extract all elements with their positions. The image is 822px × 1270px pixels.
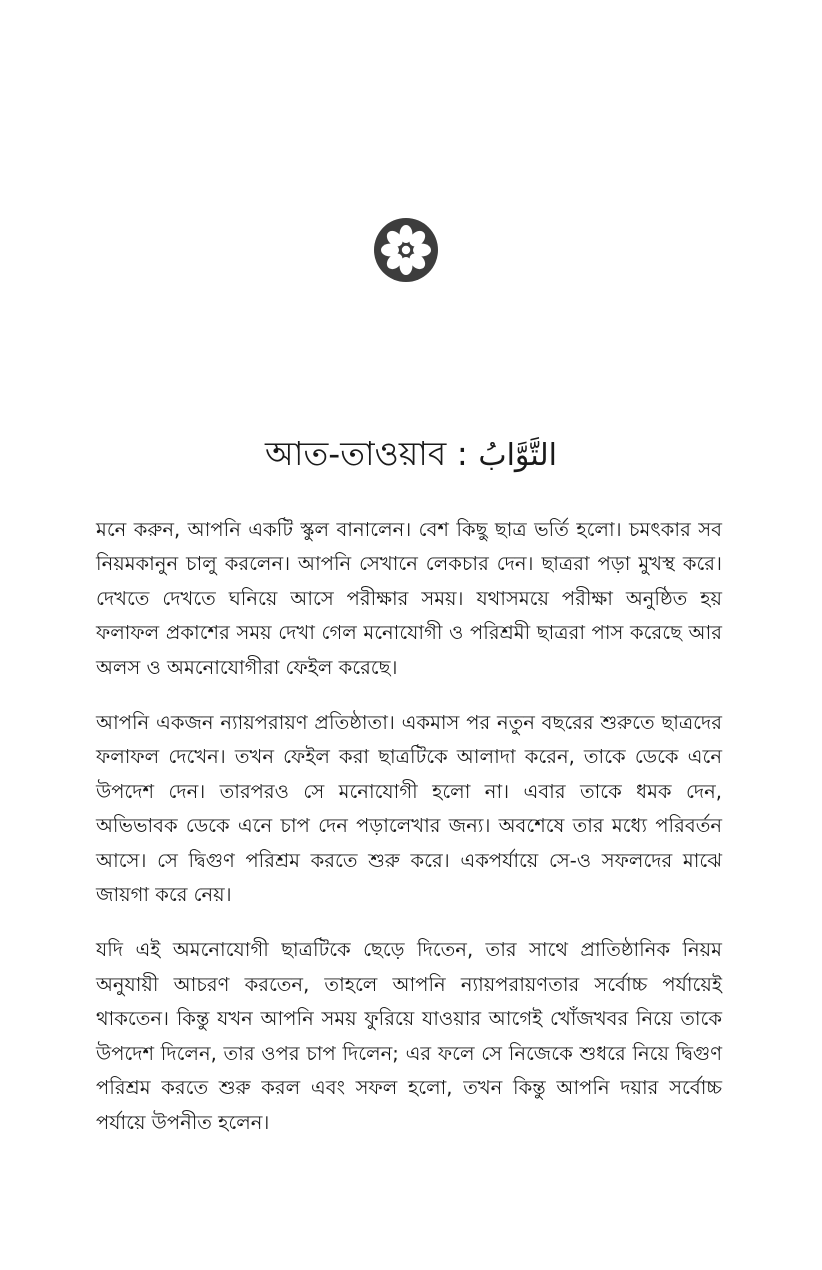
paragraph-3: যদি এই অমনোযোগী ছাত্রটিকে ছেড়ে দিতেন, তার সাথে প্রাতিষ্ঠানিক নিয়ম অনুযায়ী আচরণ করতেন, তাহলে আপনি ন্যায়পরায়ণতার সর্বোচ্চ পর্যায়েই থাকতেন। কিন্তু যখন আপনি সময় ফুরিয়ে যাওয়ার আগেই খোঁজখবর নিয়ে তাকে উপদেশ দিলেন, তার ওপর চাপ দিলেন; এর ফলে সে নিজেকে শুধরে নিয়ে দ্বিগুণ পরিশ্রম করতে শুরু করল এবং সফল হলো, তখন কিন্তু আপনি দয়ার সর্বোচ্চ পর্যায়ে উপনীত হলেন। (96, 938, 722, 1134)
title-arabic: التَّوَّابُ (478, 438, 557, 473)
paragraph-1: মনে করুন, আপনি একটি স্কুল বানালেন। বেশ কিছু ছাত্র ভর্তি হলো। চমৎকার সব নিয়মকানুন চালু করলেন। আপনি সেখানে লেকচার দেন। ছাত্ররা পড়া মুখস্থ করে। দেখতে দেখতে ঘনিয়ে আসে পরীক্ষার সময়। যথাসময়ে পরীক্ষা অনুষ্ঠিত হয় ফলাফল প্রকাশের সময় দেখা গেল মনোযোগী ও পরিশ্রমী ছাত্ররা পাস করেছে আর অলস ও অমনোযোগীরা ফেইল করেছে। (96, 518, 722, 679)
title-separator: : (456, 434, 468, 473)
title-bengali: আত-তাওয়াব (265, 434, 447, 473)
body-text (96, 513, 722, 1161)
paragraph-2: আপনি একজন ন্যায়পরায়ণ প্রতিষ্ঠাতা। একমাস পর নতুন বছরের শুরুতে ছাত্রদের ফলাফল দেখেন। তখন ফেইল করা ছাত্রটিকে আলাদা করেন, তাকে ডেকে এনে উপদেশ দেন। তারপরও সে মনোযোগী হলো না। এবার তাকে ধমক দেন, অভিভাবক ডেকে এনে চাপ দেন পড়ালেখার জন্য। অবশেষে তার মধ্যে পরিবর্তন আসে। সে দ্বিগুণ পরিশ্রম করতে শুরু করে। একপর্যায়ে সে-ও সফলদের মাঝে জায়গা করে নেয়। (96, 711, 722, 907)
chapter-title (0, 428, 822, 482)
flower-medallion-icon (373, 217, 439, 283)
